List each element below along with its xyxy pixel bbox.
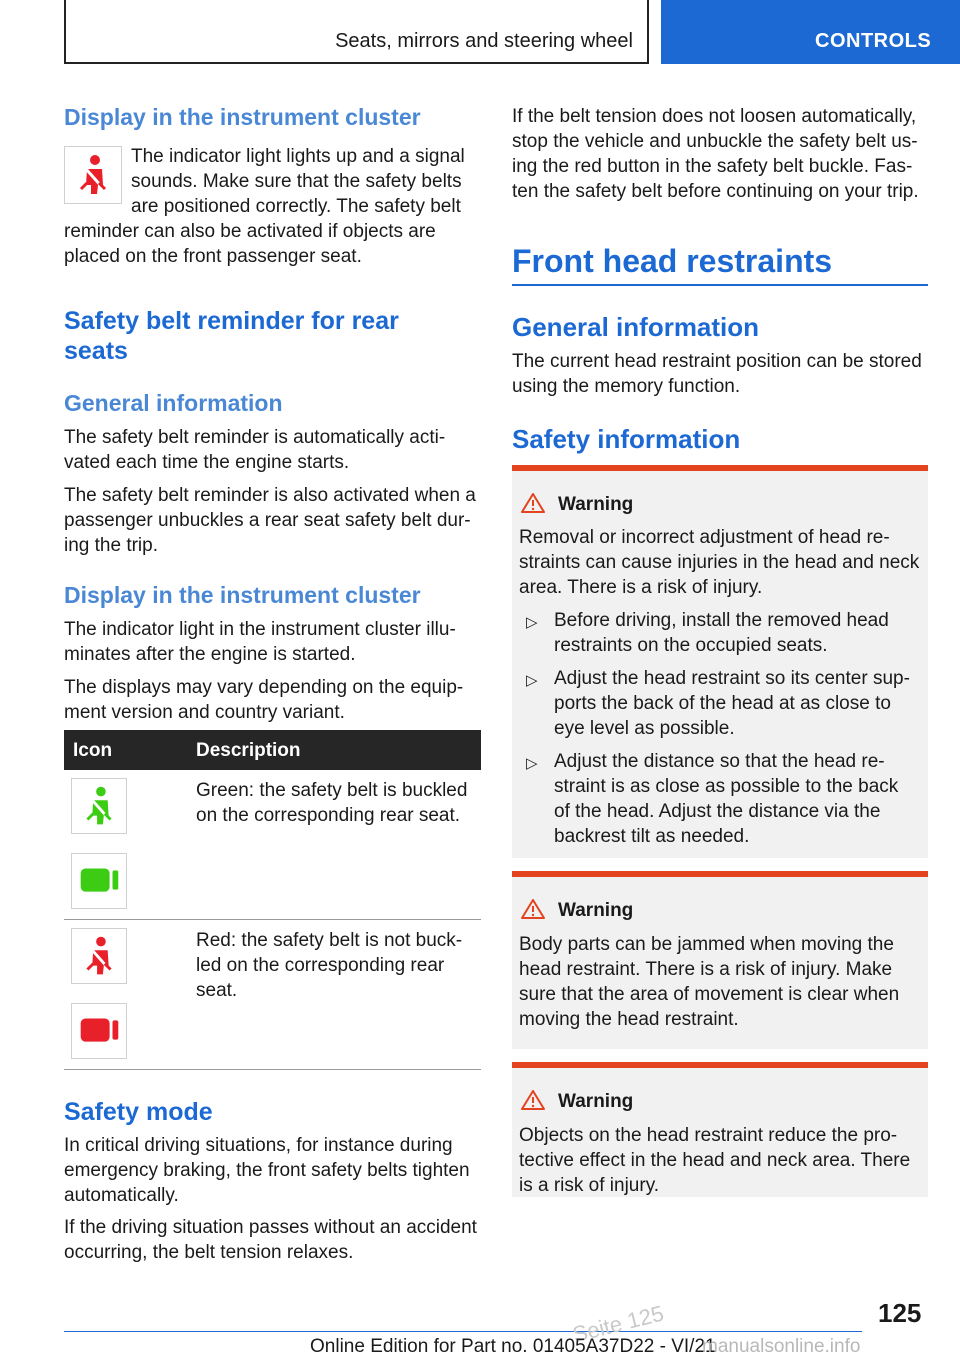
text-line: Removal or incorrect adjustment of head re‐ — [519, 527, 890, 548]
text-line: The displays may vary depending on the equip‐ — [64, 677, 464, 698]
footer-edition: Online Edition for Part no. 01405A37D22 - VI/21 — [310, 1336, 716, 1357]
heading-underline — [512, 284, 928, 286]
text-line: of the head. Adjust the distance via the — [554, 801, 881, 822]
heading-general-info-right: General information — [512, 312, 760, 342]
text-line: Body parts can be jammed when moving the — [519, 934, 894, 955]
text-line: minates after the engine is started. — [64, 644, 356, 665]
text-line: If the belt tension does not loosen automatically, — [512, 106, 917, 127]
warning-bar — [512, 1062, 928, 1068]
warning-box-2 — [512, 871, 928, 1049]
text-line: on the corresponding rear seat. — [196, 805, 461, 826]
text-line: occurring, the belt tension relaxes. — [64, 1242, 354, 1263]
text-line: emergency braking, the front safety belts tighten — [64, 1160, 470, 1181]
paragraph-display2-b — [64, 675, 481, 725]
text-line: tective effect in the head and neck area. There — [519, 1150, 911, 1171]
text-line: automatically. — [64, 1185, 179, 1206]
warning-title: Warning — [558, 900, 634, 921]
list-item — [554, 666, 924, 741]
text-line: stop the vehicle and unbuckle the safety belt us‐ — [512, 131, 918, 152]
footer-rule — [64, 1331, 862, 1332]
text-line: led on the corresponding rear — [196, 955, 445, 976]
text-line: using the memory function. — [512, 376, 741, 397]
page-number: 125 — [878, 1298, 922, 1328]
warning-box-1 — [512, 465, 928, 858]
warning-triangle-icon — [520, 492, 546, 514]
text-line: restraints on the occupied seats. — [554, 635, 828, 656]
heading-display-cluster-1: Display in the instrument cluster — [64, 104, 421, 130]
header-controls-tab[interactable] — [661, 0, 960, 64]
warning-text — [519, 1123, 924, 1198]
text-line: are positioned correctly. The safety belt — [131, 196, 461, 217]
table-header — [64, 730, 481, 770]
warning-title: Warning — [558, 494, 634, 515]
warning-triangle-icon — [520, 898, 546, 920]
text-line: head restraint. There is a risk of injury. Make — [519, 959, 893, 980]
heading-safety-information: Safety information — [512, 424, 741, 454]
text-line: moving the head restraint. — [519, 1009, 739, 1030]
warning-text — [519, 525, 924, 600]
text-line: ten the safety belt before continuing on your trip. — [512, 181, 919, 202]
text-line: The indicator light in the instrument cluster illu‐ — [64, 619, 456, 640]
text-line: The safety belt reminder is automatically acti‐ — [64, 427, 446, 448]
text-line: Adjust the distance so that the head re‐ — [554, 751, 885, 772]
paragraph-general-1 — [64, 425, 481, 475]
header-section-box — [64, 0, 649, 64]
warning-bar — [512, 871, 928, 877]
text-line: ing the red button in the safety belt buckle. Fas‐ — [512, 156, 913, 177]
text-line: backrest tilt as needed. — [554, 826, 750, 847]
red-seat-status-indicator — [71, 1003, 127, 1059]
seat-status-icon — [72, 1004, 126, 1058]
table-bottom-rule — [64, 1069, 481, 1070]
paragraph-memory-function — [512, 349, 932, 399]
heading-display-cluster-2: Display in the instrument cluster — [64, 582, 421, 608]
text-line: ing the trip. — [64, 535, 158, 556]
triangle-bullet-icon: ▷ — [526, 755, 538, 772]
header-section-title: Seats, mirrors and steering wheel — [335, 30, 633, 52]
text-line: is a risk of injury. — [519, 1175, 660, 1196]
seatbelt-icon — [65, 147, 121, 203]
table-row-divider — [64, 919, 481, 920]
table-row-red-desc — [196, 928, 476, 1003]
list-item — [554, 608, 924, 658]
text-line: placed on the front passenger seat. — [64, 246, 362, 267]
text-line: Red: the safety belt is not buck‐ — [196, 930, 463, 951]
text-line: straints can cause injuries in the head and neck — [519, 552, 920, 573]
paragraph-display1-wrapped — [131, 144, 481, 219]
triangle-bullet-icon: ▷ — [526, 614, 538, 631]
text-line: Adjust the head restraint so its center sup‐ — [554, 668, 910, 689]
text-line: In critical driving situations, for instance during — [64, 1135, 453, 1156]
seat-status-icon — [72, 854, 126, 908]
watermark-text: Seite 125 — [570, 1300, 667, 1348]
paragraph-safety-mode-1 — [64, 1133, 484, 1208]
list-item — [554, 749, 924, 849]
seatbelt-warning-indicator — [64, 146, 122, 204]
warning-bar — [512, 465, 928, 471]
paragraph-general-2 — [64, 483, 484, 558]
warning-box-3 — [512, 1062, 928, 1197]
table-col-icon: Icon — [73, 740, 113, 761]
green-seat-status-indicator — [71, 853, 127, 909]
text-line: The indicator light lights up and a signal — [131, 146, 465, 167]
text-line: vated each time the engine starts. — [64, 452, 350, 473]
warning-title: Warning — [558, 1091, 634, 1112]
text-line: sure that the area of movement is clear when — [519, 984, 900, 1005]
text-line: passenger unbuckles a rear seat safety belt dur‐ — [64, 510, 471, 531]
text-line: Before driving, install the removed head — [554, 610, 889, 631]
text-line: straint is as close as possible to the back — [554, 776, 899, 797]
paragraph-display1-rest — [64, 219, 481, 269]
heading-front-head-restraints: Front head restraints — [512, 243, 833, 279]
heading-safety-mode: Safety mode — [64, 1098, 213, 1126]
text-line: reminder can also be activated if objects are — [64, 221, 436, 242]
text-line: ports the back of the head at as close to — [554, 693, 891, 714]
seatbelt-icon — [72, 929, 126, 983]
warning-triangle-icon — [520, 1089, 546, 1111]
text-line: ment version and country variant. — [64, 702, 345, 723]
paragraph-belt-tension — [512, 104, 932, 204]
text-line: Green: the safety belt is buckled — [196, 780, 468, 801]
table-col-description: Description — [196, 740, 301, 761]
text-line: If the driving situation passes without an accident — [64, 1217, 477, 1238]
text-line: area. There is a risk of injury. — [519, 577, 763, 598]
table-row-green-desc — [196, 778, 476, 828]
heading-general-info-left: General information — [64, 390, 283, 416]
triangle-bullet-icon: ▷ — [526, 672, 538, 689]
paragraph-display2-a — [64, 617, 481, 667]
footer-site-watermark[interactable]: manualsonline.info — [702, 1336, 861, 1357]
seatbelt-icon — [72, 779, 126, 833]
paragraph-safety-mode-2 — [64, 1215, 484, 1265]
heading-rear-seats: Safety belt reminder for rear seats — [64, 307, 399, 365]
warning-text — [519, 932, 924, 1032]
text-line: The safety belt reminder is also activated when a — [64, 485, 476, 506]
red-seatbelt-indicator — [71, 928, 127, 984]
text-line: seat. — [196, 980, 238, 1001]
text-line: The current head restraint position can be stored — [512, 351, 922, 372]
text-line: eye level as possible. — [554, 718, 735, 739]
green-seatbelt-indicator — [71, 778, 127, 834]
text-line: Objects on the head restraint reduce the pro‐ — [519, 1125, 898, 1146]
text-line: sounds. Make sure that the safety belts — [131, 171, 462, 192]
header-tab-label: CONTROLS — [815, 30, 932, 52]
